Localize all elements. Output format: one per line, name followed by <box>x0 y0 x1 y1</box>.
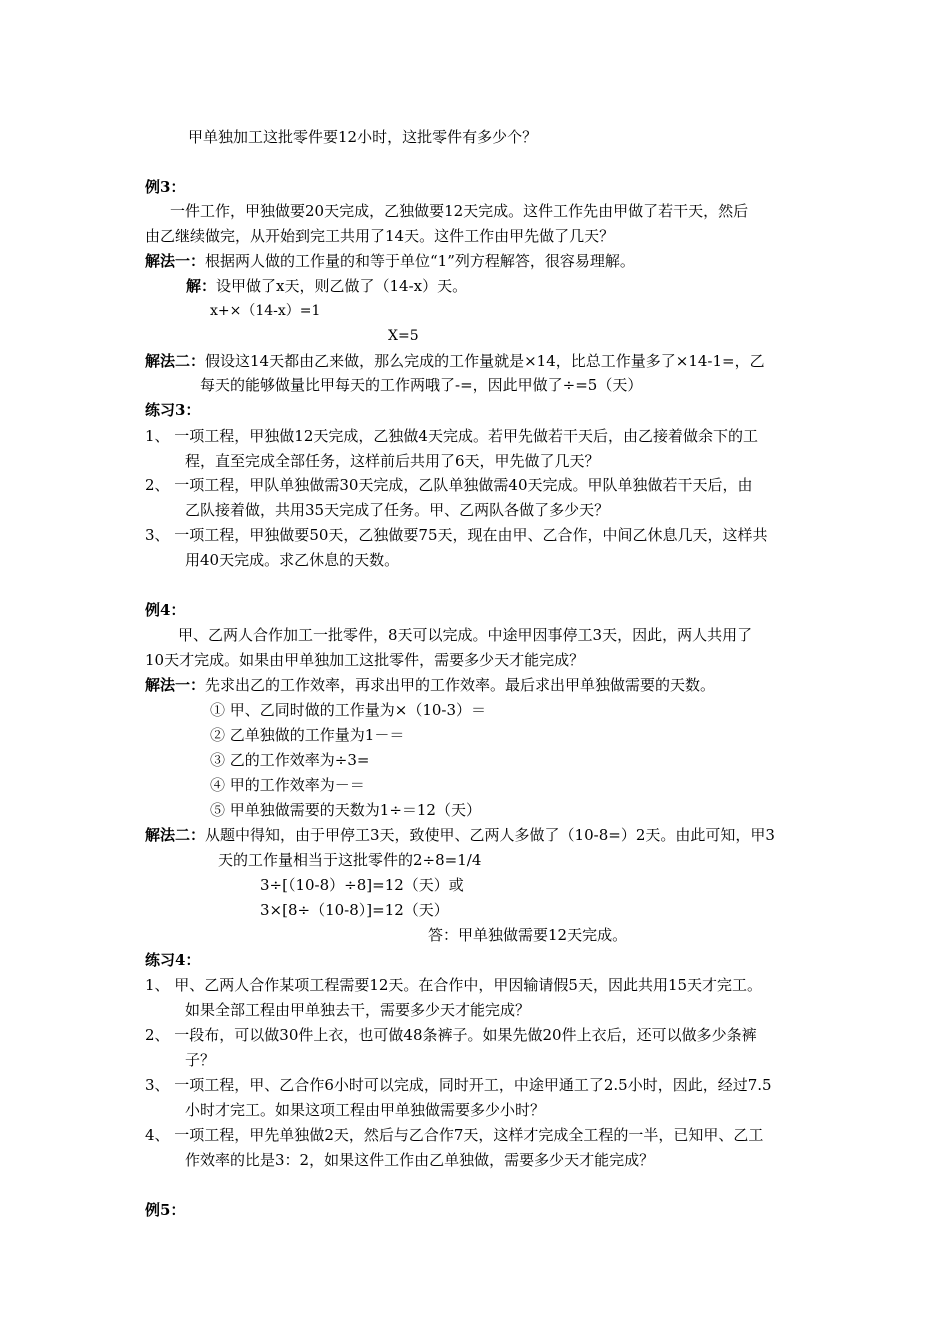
method-label: 解法一： <box>145 252 206 270</box>
method-label: 解法二： <box>145 826 206 844</box>
example-4-heading: 例4： <box>145 601 186 619</box>
method-text: 每天的能够做量比甲每天的工作两哦了-=，因此甲做了÷=5（天） <box>200 376 643 394</box>
practice-item: 作效率的比是3：2，如果这件工作由乙单独做，需要多少天才能完成？ <box>185 1151 655 1169</box>
example-4-question: 10天才完成。如果由甲单独加工这批零件，需要多少天才能完成？ <box>145 651 585 669</box>
solution <box>186 276 467 296</box>
problem-text: 甲单独加工这批零件要12小时，这批零件有多少个？ <box>188 128 538 146</box>
practice-item: 3、 一项工程，甲、乙合作6小时可以完成，同时开工，中途甲通工了2.5小时，因此，经过7.5 <box>145 1076 772 1094</box>
step: ② 乙单独做的工作量为1－＝ <box>210 726 405 744</box>
practice-3-heading: 练习3： <box>145 401 201 419</box>
practice-item: 2、 一项工程，甲队单独做需30天完成，乙队单独做需40天完成。甲队单独做若干天后，由 <box>145 476 753 494</box>
method-two <box>145 351 765 371</box>
practice-item: 3、 一项工程，甲独做要50天，乙独做要75天，现在由甲、乙合作，中间乙休息几天，这样共 <box>145 526 768 544</box>
method-two <box>145 825 775 845</box>
practice-item: 1、 一项工程，甲独做12天完成，乙独做4天完成。若甲先做若干天后，由乙接着做余下的工 <box>145 427 758 445</box>
solution-label: 解： <box>186 277 217 295</box>
practice-item: 小时才完工。如果这项工程由甲单独做需要多少小时？ <box>185 1101 546 1119</box>
practice-item: 程，直至完成全部任务，这样前后共用了6天，甲先做了几天？ <box>185 452 600 470</box>
equation: x+×（14-x）=1 <box>210 303 321 319</box>
practice-item: 乙队接着做，共用35天完成了任务。甲、乙两队各做了多少天？ <box>185 501 610 519</box>
step: ③ 乙的工作效率为÷3= <box>210 751 370 769</box>
example-3-heading: 例3： <box>145 178 186 196</box>
example-3-question: 由乙继续做完，从开始到完工共用了14天。这件工作由甲先做了几天？ <box>145 227 615 245</box>
equation: 3×[8÷（10-8）]=12（天） <box>260 901 449 919</box>
method-one <box>145 251 635 271</box>
method-text: 从题中得知，由于甲停工3天，致使甲、乙两人多做了（10-8=）2天。由此可知，甲3 <box>205 826 775 844</box>
method-text: 根据两人做的工作量的和等于单位“1”列方程解答，很容易理解。 <box>205 252 635 270</box>
step: ⑤ 甲单独做需要的天数为1÷＝12（天） <box>210 801 481 819</box>
method-text: 假设这14天都由乙来做，那么完成的工作量就是×14，比总工作量多了×14-1=，乙 <box>205 352 765 370</box>
example-5-heading: 例5： <box>145 1201 186 1219</box>
example-4-question: 甲、乙两人合作加工一批零件，8天可以完成。中途甲因事停工3天，因此，两人共用了 <box>178 626 753 644</box>
solution-text: 设甲做了x天，则乙做了（14-x）天。 <box>216 277 468 295</box>
method-label: 解法二： <box>145 352 206 370</box>
practice-item: 子？ <box>185 1051 216 1069</box>
step: ④ 甲的工作效率为－＝ <box>210 776 365 794</box>
practice-4-heading: 练习4： <box>145 951 201 969</box>
practice-item: 4、 一项工程，甲先单独做2天，然后与乙合作7天，这样才完成全工程的一半，已知甲、乙工 <box>145 1126 764 1144</box>
equation: X=5 <box>388 328 419 344</box>
example-3-question: 一件工作，甲独做要20天完成，乙独做要12天完成。这件工作先由甲做了若干天，然后 <box>170 202 749 220</box>
method-text: 先求出乙的工作效率，再求出甲的工作效率。最后求出甲单独做需要的天数。 <box>205 676 716 694</box>
equation: 3÷[（10-8）÷8]=12（天）或 <box>260 876 464 894</box>
answer: 答：甲单独做需要12天完成。 <box>428 926 628 944</box>
practice-item: 2、 一段布，可以做30件上衣，也可做48条裤子。如果先做20件上衣后，还可以做多少条裤 <box>145 1026 757 1044</box>
practice-item: 用40天完成。求乙休息的天数。 <box>185 551 400 569</box>
step: ① 甲、乙同时做的工作量为×（10-3）＝ <box>210 701 487 719</box>
practice-item: 1、 甲、乙两人合作某项工程需要12天。在合作中，甲因输请假5天，因此共用15天才完工。 <box>145 976 763 994</box>
practice-item: 如果全部工程由甲单独去干，需要多少天才能完成？ <box>185 1001 531 1019</box>
method-text: 天的工作量相当于这批零件的2÷8=1/4 <box>218 851 482 869</box>
method-one <box>145 675 715 695</box>
method-label: 解法一： <box>145 676 206 694</box>
